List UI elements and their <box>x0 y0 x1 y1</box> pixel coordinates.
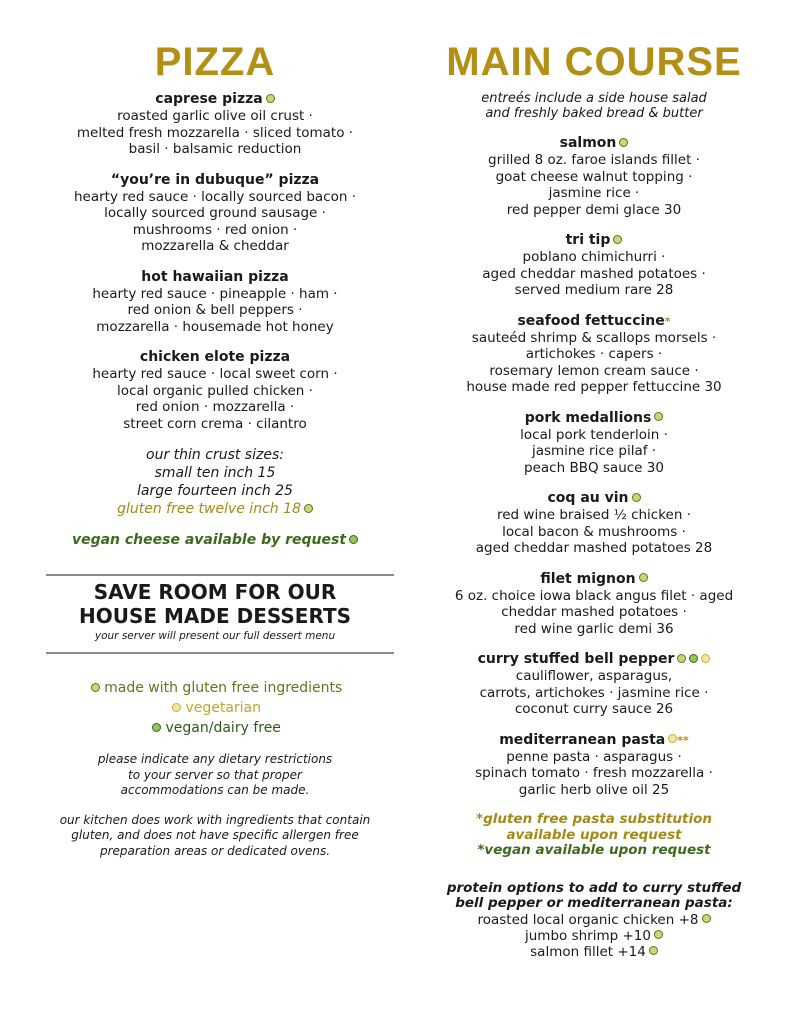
dietary-note: please indicate any dietary restrictions to your server so that proper accommodations can be made. <box>97 752 333 797</box>
gluten-free-icon <box>91 683 100 692</box>
item-description: grilled 8 oz. faroe islands fillet · goat cheese walnut topping · jasmine rice · red pepper demi glace 30 <box>488 152 700 218</box>
protein-shrimp: jumbo shrimp +10 <box>525 927 651 944</box>
item-description: red wine braised ½ chicken · local bacon & mushrooms · aged cheddar mashed potatoes 28 <box>475 507 713 556</box>
menu-item <box>408 732 780 799</box>
item-description: poblano chimichurri · aged cheddar mashed potatoes · served medium rare 28 <box>482 249 706 298</box>
menu-item <box>408 571 780 638</box>
legend-gluten-free: made with gluten free ingredients <box>104 680 343 696</box>
item-description: local pork tenderloin · jasmine rice pilaf · peach BBQ sauce 30 <box>520 426 668 476</box>
item-name: seafood fettuccine <box>517 312 665 329</box>
gluten-free-icon <box>654 412 663 421</box>
item-description: hearty red sauce · locally sourced bacon · locally sourced ground sausage · mushrooms · red onion · mozzarella & cheddar <box>74 188 356 254</box>
vegetarian-icon <box>668 734 677 743</box>
pizza-heading: PIZZA <box>154 40 276 84</box>
asterisk-icon: ** <box>677 733 689 747</box>
gluten-free-icon <box>266 94 275 103</box>
vegetarian-icon <box>701 654 710 663</box>
menu-item <box>30 349 400 432</box>
dessert-title: SAVE ROOM FOR OUR HOUSE MADE DESSERTS <box>78 580 351 628</box>
vegan-icon <box>689 654 698 663</box>
item-name: “you’re in dubuque” pizza <box>110 171 320 188</box>
gluten-free-icon <box>649 946 658 955</box>
item-description: penne pasta · asparagus · spinach tomato · fresh mozzarella · garlic herb olive oil 25 <box>475 748 713 798</box>
legend-vegan: vegan/dairy free <box>165 720 281 736</box>
item-name: hot hawaiian pizza <box>141 268 289 285</box>
item-name: tri tip <box>565 232 611 248</box>
size-gluten-free: gluten free twelve inch 18 <box>117 501 301 517</box>
menu-item <box>408 232 780 299</box>
crust-sizes <box>30 446 400 518</box>
pizza-column <box>30 0 400 859</box>
menu-item <box>30 269 400 336</box>
gluten-free-icon <box>619 138 628 147</box>
main-course-column <box>408 0 780 960</box>
item-description: 6 oz. choice iowa black angus filet · aged cheddar mashed potatoes · red wine garlic demi 36 <box>454 587 734 637</box>
vegan-icon <box>152 723 161 732</box>
item-description: cauliflower, asparagus, carrots, artichokes · jasmine rice · coconut curry sauce 26 <box>479 668 709 717</box>
menu-item <box>408 490 780 557</box>
divider <box>46 574 394 576</box>
vegan-cheese-note: vegan cheese available by request <box>71 532 347 548</box>
menu-item <box>30 172 400 255</box>
gluten-free-icon <box>304 504 313 513</box>
item-name: curry stuffed bell pepper <box>477 651 675 667</box>
item-name: salmon <box>559 135 617 151</box>
gluten-free-icon <box>654 930 663 939</box>
item-description: roasted garlic olive oil crust · melted fresh mozzarella · sliced tomato · basil · balsamic reduction <box>76 108 354 157</box>
protein-chicken: roasted local organic chicken +8 <box>477 911 699 928</box>
main-intro: entreés include a side house salad and freshly baked bread & butter <box>481 91 707 121</box>
protein-salmon: salmon fillet +14 <box>530 943 646 960</box>
gluten-free-icon <box>639 573 648 582</box>
asterisk-icon: * <box>664 314 671 328</box>
vegetarian-icon <box>172 703 181 712</box>
sizes-title: our thin crust sizes: <box>146 447 284 463</box>
gluten-free-icon <box>702 914 711 923</box>
item-name: filet mignon <box>540 570 636 587</box>
item-name: pork medallions <box>524 409 652 426</box>
menu-item <box>408 410 780 477</box>
menu-item <box>408 135 780 218</box>
legend-vegetarian: vegetarian <box>185 700 262 716</box>
item-name: chicken elote pizza <box>139 349 291 365</box>
gluten-free-icon <box>613 235 622 244</box>
item-name: caprese pizza <box>155 91 263 107</box>
menu-item <box>30 91 400 158</box>
item-description: hearty red sauce · pineapple · ham · red onion & bell peppers · mozzarella · housemade hot honey <box>92 285 338 335</box>
vegan-pasta-note: *vegan available upon request <box>477 842 711 858</box>
item-description: sauteéd shrimp & scallops morsels · artichokes · capers · rosemary lemon cream sauce · house made red pepper fettuccine 30 <box>466 329 722 395</box>
size-large: large fourteen inch 25 <box>137 483 293 499</box>
gluten-free-icon <box>632 493 641 502</box>
allergen-note: our kitchen does work with ingredients that contain gluten, and does not have specific allergen free preparation areas or dedicated ovens. <box>59 812 371 858</box>
vegan-icon <box>349 535 358 544</box>
dessert-subtitle: your server will present our full dessert menu <box>94 630 336 642</box>
legend <box>30 678 400 738</box>
menu-item <box>408 313 780 396</box>
protein-options-title: protein options to add to curry stuffed bell pepper or mediterranean pasta: <box>446 879 742 911</box>
divider <box>46 652 394 654</box>
main-course-heading: MAIN COURSE <box>446 40 742 84</box>
item-description: hearty red sauce · local sweet corn · local organic pulled chicken · red onion · mozzarella · street corn crema · cilantro <box>92 366 338 432</box>
gluten-free-icon <box>677 654 686 663</box>
menu-item <box>408 651 780 718</box>
gluten-free-pasta-note: *gluten free pasta substitution available upon request <box>476 811 712 843</box>
size-small: small ten inch 15 <box>154 465 276 481</box>
item-name: coq au vin <box>547 490 629 506</box>
item-name: mediterranean pasta <box>499 731 666 748</box>
